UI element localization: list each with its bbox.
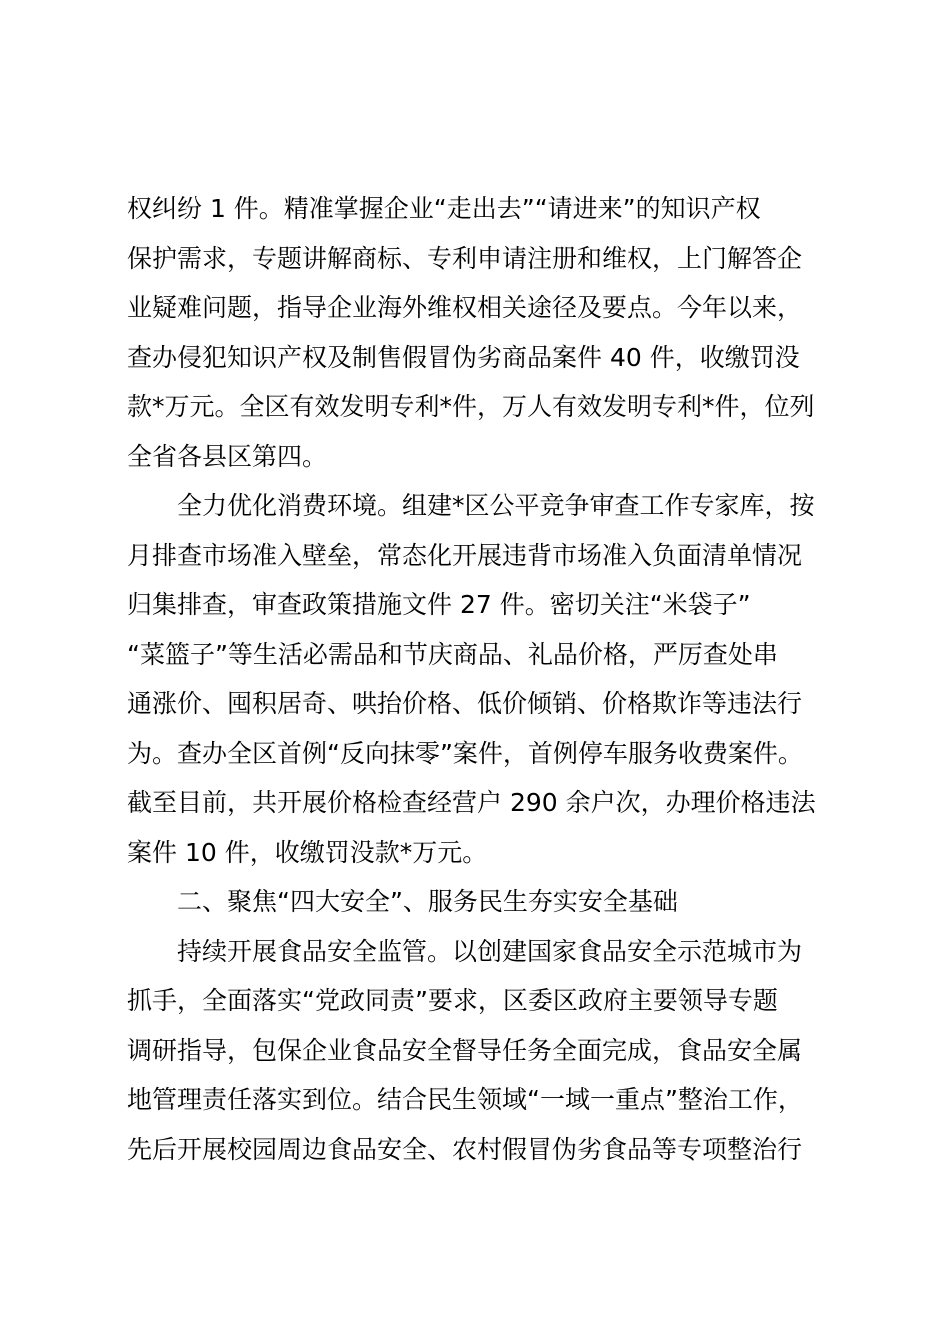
text-line: 保护需求，专题讲解商标、专利申请注册和维权，上门解答企 (127, 243, 803, 273)
text-line: “菜篮子”等生活必需品和节庆商品、礼品价格，严厉查处串 (127, 639, 778, 669)
paragraph-start-line: 持续开展食品安全监管。以创建国家食品安全示范城市为 (177, 936, 803, 966)
text-line: 为。查办全区首例“反向抹零”案件，首例停车服务收费案件。 (127, 738, 803, 768)
text-line: 调研指导，包保企业食品安全督导任务全面完成，食品安全属 (127, 1035, 803, 1065)
text-line: 地管理责任落实到位。结合民生领域“一域一重点”整治工作， (127, 1085, 803, 1114)
paragraph-start-line: 全力优化消费环境。组建*区公平竞争审查工作专家库，按 (177, 491, 815, 520)
text-line: 月排查市场准入壁垒，常态化开展违背市场准入负面清单情况 (127, 540, 803, 570)
body-text (127, 184, 857, 1174)
text-line: 权纠纷 1 件。精准掌握企业“走出去”“请进来”的知识产权 (127, 194, 761, 223)
text-line: 款*万元。全区有效发明专利*件，万人有效发明专利*件，位列 (127, 392, 815, 421)
text-line: 截至目前，共开展价格检查经营户 290 余户次，办理价格违法 (127, 788, 816, 817)
text-line: 抓手，全面落实“党政同责”要求，区委区政府主要领导专题 (127, 986, 778, 1015)
section-heading: 二、聚焦“四大安全”、服务民生夯实安全基础 (177, 887, 678, 916)
text-line: 先后开展校园周边食品安全、农村假冒伪劣食品等专项整治行 (127, 1134, 803, 1164)
text-line: 全省各县区第四。 (127, 441, 328, 471)
text-line: 通涨价、囤积居奇、哄抬价格、低价倾销、价格欺诈等违法行 (127, 689, 803, 718)
text-line: 业疑难问题，指导企业海外维权相关途径及要点。今年以来， (127, 293, 803, 322)
text-line: 归集排查，审查政策措施文件 27 件。密切关注“米袋子” (127, 590, 751, 619)
text-line: 案件 10 件，收缴罚没款*万元。 (127, 837, 488, 867)
text-line: 查办侵犯知识产权及制售假冒伪劣商品案件 40 件，收缴罚没 (127, 342, 800, 372)
